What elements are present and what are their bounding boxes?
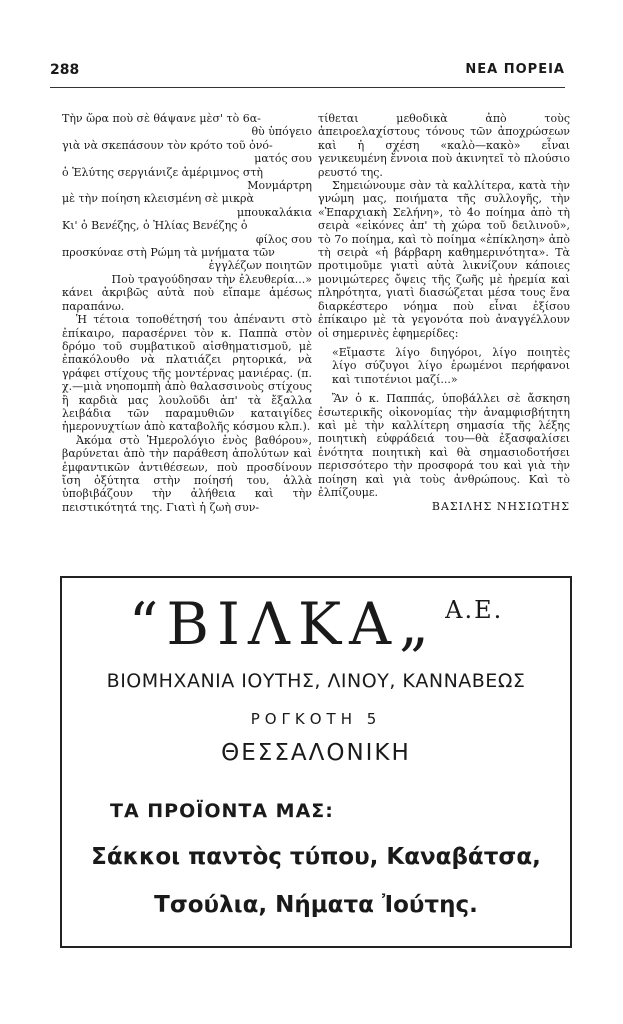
advertisement-box	[60, 576, 572, 948]
poem-line: γιὰ νὰ σκεπάσουν τὸν κρότο τοῦ ὀνό-	[62, 138, 273, 152]
poem-excerpt	[62, 112, 312, 286]
poem-line: προσκύναε στὴ Ρώμη τὰ μνήματα τῶν	[62, 246, 275, 260]
paragraph: Ἡ τέτοια τοποθέτησή του ἀπέναντι στὸ ἐπίκαιρο, παρασέρνει τὸν κ. Παππὰ στὸν δρόμο τοῦ συμβατικοῦ αἰσθηματισμοῦ, μὲ ἐπακόλουθο νὰ πλατιάζει ρητορικά, νὰ γράφει στίχους τῆς μοντέρνας μανιέρας. (π. χ.—μιὰ νηοπομπὴ ἀπὸ θαλασσινοὺς στίχους ἢ καρδιὰ μας λουλοῦδι ἀπ' τὰ ἔξαλλα λειβάδια τῶν παραμυθιῶν καταιγίδες ἡμερονυχτίων ἀπὸ καταβολῆς κόσμου κλπ.).	[62, 313, 312, 434]
ad-products-line: Σάκκοι παντὸς τύπου, Καναβάτσα,	[91, 844, 541, 870]
ad-brand-name: “ΒΙΛΚΑ„	[128, 590, 438, 658]
ad-city: ΘΕΣΣΑΛΟΝΙΚΗ	[221, 740, 411, 766]
poem-line: Μονμάρτρη	[247, 179, 312, 193]
poem-line: μπουκαλάκια	[236, 205, 312, 219]
poem-line: ὁ Ἐλύτης σεργιάνιζε ἀμέριμνος στὴ	[62, 165, 263, 179]
poem-line: ἐγγλέζων ποιητῶν	[208, 259, 312, 273]
page-number: 288	[50, 62, 80, 78]
ad-company-suffix: Α.Ε.	[445, 596, 504, 624]
left-column	[62, 112, 312, 514]
paragraph: Ἂν ὁ κ. Παππάς, ὑποβάλλει σὲ ἄσκηση ἐσωτερικῆς οἰκονομίας τὴν ἀναμφισβήτητη καὶ μὲ τὴν καλλίτερη σημασία τῆς λέξης ποιητικὴ εὐφράδειά του—θὰ ἐξασφαλίσει ἑνότητα ποιητικὴ καὶ θὰ σημασιοδοτήσει περισσότερο τὴν προσφορά του καὶ γιὰ τὴν ποίηση καὶ γιὰ τοὺς ἀνθρώπους. Καὶ τὸ ἐλπίζουμε.	[318, 392, 570, 499]
page-header	[50, 62, 565, 82]
paragraph: Ἀκόμα στὸ Ἡμερολόγιο ἑνὸς βαθόρου», βαρύνεται ἀπὸ τὴν παράθεση ἀπολύτων καὶ ἐμφαντικῶν ἀντιθέσεων, ποὺ προσδίνουν ἴση ὀξύτητα στὴν ποίησή του, ἀλλὰ ὑποβιβάζουν τὴν ἀλήθεια καὶ τὴν πειστικότητά της. Γιατὶ ἡ ζωὴ συν-	[62, 433, 312, 514]
running-title: ΝΕΑ ΠΟΡΕΙΑ	[465, 62, 565, 77]
poem-line: Ποὺ τραγούδησαν τὴν ἐλευθερία...»	[111, 272, 312, 286]
poem-line: μὲ τὴν ποίηση κλεισμένη σὲ μικρὰ	[62, 192, 254, 206]
poem-line: Τὴν ὥρα ποὺ σὲ θάψανε μὲσ' τὸ 6α-	[62, 112, 261, 125]
paragraph: Σημειώνουμε σὰν τὰ καλλίτερα, κατὰ τὴν γνώμη μας, ποιήματα τῆς συλλογῆς, τὴν «Ἐπαρχιακὴ Σελήνη», τὸ 4ο ποίημα ἀπὸ τὴ σειρὰ «εἰκόνες ἀπ' τὴ χώρα τοῦ δειλινοῦ», τὸ 7ο ποίημα, καὶ τὸ ποίημα «ἐπίκληση» ἀπὸ τὴ σειρὰ «ἡ βάρβαρη καθημερινότητα». Τὰ προτιμοῦμε γιατὶ αὐτὰ λικνίζουν κάποιες μονιμώτερες ὄψεις τῆς ζωῆς μὲ ἠρεμία καὶ πληρότητα, γιατὶ διασώζεται μέσα τους ἕνα διαρκέστερο νόημα ποὺ εἶναι ἐξίσου ἐπίκαιρο μὲ τὰ γεγονότα ποὺ ἀναγγέλλουν οἱ σημερινὲς ἐφημερίδες:	[318, 179, 570, 340]
author-signature: ΒΑΣΙΛΗΣ ΝΗΣΙΩΤΗΣ	[431, 500, 570, 514]
poem-line: φίλος σου	[255, 232, 312, 246]
ad-products-heading: ΤΑ ΠΡΟΪΟΝΤΑ ΜΑΣ:	[110, 800, 334, 822]
ad-address: ΡΟΓΚΟΤΗ 5	[250, 710, 382, 728]
right-column	[318, 112, 570, 514]
ad-products-line: Τσούλια, Νήματα Ἰούτης.	[154, 892, 478, 918]
paragraph: τίθεται μεθοδικὰ ἀπὸ τοὺς ἀπειροελαχίστους τόνους τῶν ἀποχρώσεων καὶ ἡ σχέση «καλὸ—κακὸ» εἶναι γενικευμένη ἔννοια ποὺ ἀκινητεῖ τὸ πλούσιο ρευστό της.	[318, 112, 570, 179]
poem-line: Κι' ὁ Βενέζης, ὁ Ἠλίας Βενέζης ὁ	[62, 219, 248, 233]
header-rule	[50, 87, 565, 88]
paragraph: κάνει ἀκριβῶς αὐτὰ ποὺ εἴπαμε ἀμέσως παραπάνω.	[62, 286, 312, 313]
ad-brand-line	[62, 590, 570, 658]
poem-line: ματός σου	[254, 152, 312, 166]
poem-line: θὺ ὑπόγειο	[251, 125, 312, 139]
poem-quote: «Εἴμαστε λίγο διηγόροι, λίγο ποιητὲς λίγο σύζυγοι λίγο ἐρωμένοι περήφανοι καὶ τιποτένιοι μαζί...»	[332, 345, 570, 386]
ad-industry: ΒΙΟΜΗΧΑΝΙΑ ΙΟΥΤΗΣ, ΛΙΝΟΥ, ΚΑΝΝΑΒΕΩΣ	[106, 670, 526, 692]
